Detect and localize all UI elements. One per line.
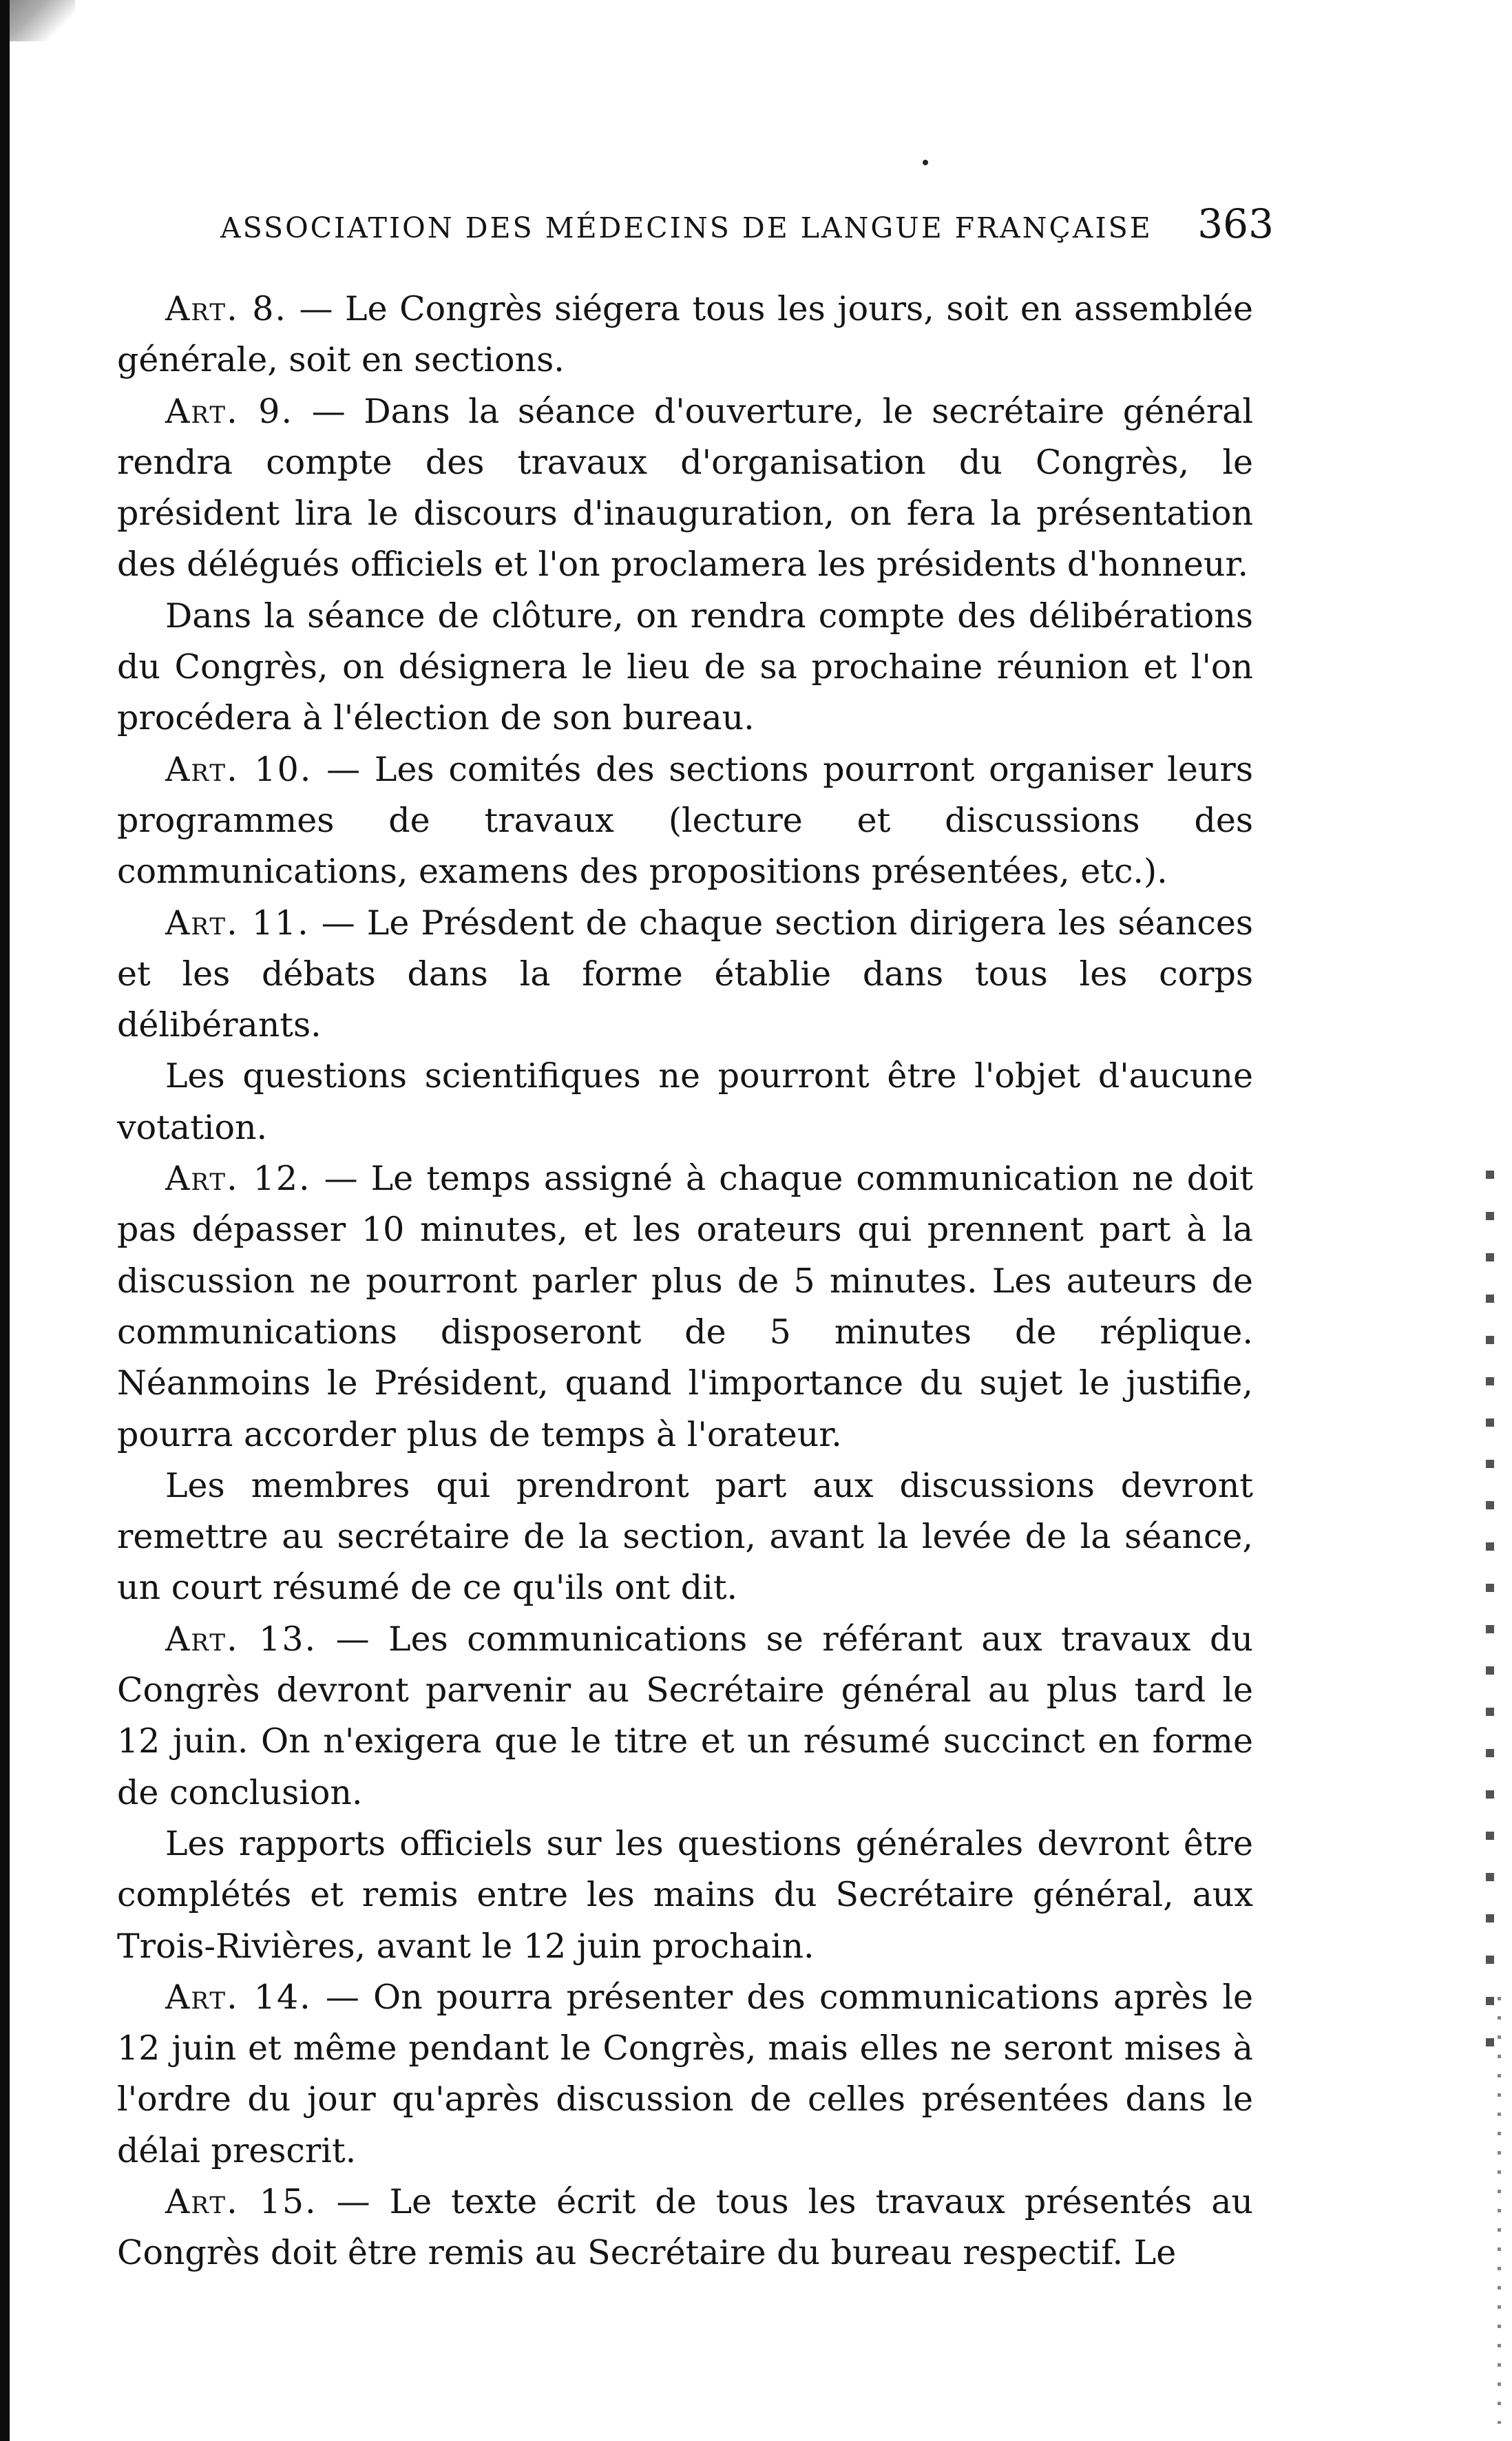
paragraph-art-12 bbox=[117, 1153, 1253, 1460]
scan-edge-left bbox=[0, 0, 10, 2441]
paragraph-art-13-cont bbox=[117, 1819, 1253, 1972]
paragraph-art-13 bbox=[117, 1614, 1253, 1819]
article-label: Art. 11. bbox=[165, 903, 310, 943]
paragraph-art-12-cont bbox=[117, 1460, 1253, 1614]
paragraph-art-11-cont bbox=[117, 1051, 1253, 1153]
paragraph-text: Les questions scientifiques ne pourront être l'objet d'aucune votation. bbox=[117, 1056, 1253, 1147]
article-label: Art. 13. bbox=[165, 1619, 317, 1659]
running-head: ASSOCIATION DES MÉDECINS DE LANGUE FRANÇAISE bbox=[220, 211, 1153, 244]
article-label: Art. 12. bbox=[165, 1159, 311, 1199]
paragraph-art-14 bbox=[117, 1972, 1253, 2177]
paragraph-text: — On pourra présenter des communications après le 12 juin et même pendant le Congrès, mais elles ne seront mises à l'ordre du jour qu'après discussion de celles présentées dans le délai prescrit. bbox=[117, 1977, 1253, 2170]
page-number: 363 bbox=[1197, 200, 1274, 247]
paragraph-text: — Le Présdent de chaque section dirigera les séances et les débats dans la forme établie dans tous les corps délibérants. bbox=[117, 903, 1253, 1045]
paragraph-text: — Les communications se référant aux travaux du Congrès devront parvenir au Secrétaire général au plus tard le 12 juin. On n'exigera que le titre et un résumé succinct en forme de conclusion. bbox=[117, 1619, 1253, 1812]
paragraph-text: Les rapports officiels sur les questions générales devront être complétés et remis entre les mains du Secrétaire général, aux Trois-Rivières, avant le 12 juin prochain. bbox=[117, 1823, 1253, 1966]
paragraph-text: — Dans la séance d'ouverture, le secrétaire général rendra compte des travaux d'organisation du Congrès, le président lira le discours d'inauguration, on fera la présentation des délégués officiels et l'on proclamera les présidents d'honneur. bbox=[117, 391, 1253, 585]
scan-edge-right-lower bbox=[1498, 1997, 1501, 2424]
article-label: Art. 15. bbox=[165, 2181, 317, 2221]
paragraph-text: — Le temps assigné à chaque communication ne doit pas dépasser 10 minutes, et les orateurs qui prennent part à la discussion ne pourront parler plus de 5 minutes. Les auteurs de communications disposeront de 5 minutes de réplique. Néanmoins le Président, quand l'importance du sujet le justifie, pourra accorder plus de temps à l'orateur. bbox=[117, 1159, 1253, 1454]
scan-corner-shadow bbox=[10, 0, 75, 41]
article-label: Art. 9. bbox=[165, 391, 294, 431]
paragraph-text: Les membres qui prendront part aux discussions devront remettre au secrétaire de la section, avant la levée de la séance, un court résumé de ce qu'ils ont dit. bbox=[117, 1465, 1253, 1608]
paragraph-art-8 bbox=[117, 284, 1253, 386]
page-body bbox=[117, 284, 1253, 2279]
page-header bbox=[220, 200, 1274, 252]
paragraph-art-11 bbox=[117, 898, 1253, 1051]
paragraph-art-9-cont bbox=[117, 591, 1253, 744]
paragraph-text: Dans la séance de clôture, on rendra compte des délibérations du Congrès, on désignera le lieu de sa prochaine réunion et l'on procédera à l'élection de son bureau. bbox=[117, 596, 1253, 738]
article-label: Art. 10. bbox=[165, 749, 313, 789]
paragraph-text: — Le texte écrit de tous les travaux présentés au Congrès doit être remis au Secrétaire du bureau respectif. Le bbox=[117, 2181, 1253, 2273]
paragraph-art-15 bbox=[117, 2177, 1253, 2279]
article-label: Art. 14. bbox=[165, 1977, 312, 2017]
article-label: Art. 8. bbox=[165, 289, 287, 328]
paragraph-art-10 bbox=[117, 744, 1253, 898]
scan-speck bbox=[923, 160, 928, 165]
scan-edge-right bbox=[1486, 1171, 1494, 2066]
paragraph-text: — Le Congrès siégera tous les jours, soit en assemblée générale, soit en sections. bbox=[117, 289, 1253, 380]
paragraph-art-9 bbox=[117, 386, 1253, 591]
paragraph-text: — Les comités des sections pourront organiser leurs programmes de travaux (lecture et discussions des communications, examens des propositions présentées, etc.). bbox=[117, 749, 1253, 892]
